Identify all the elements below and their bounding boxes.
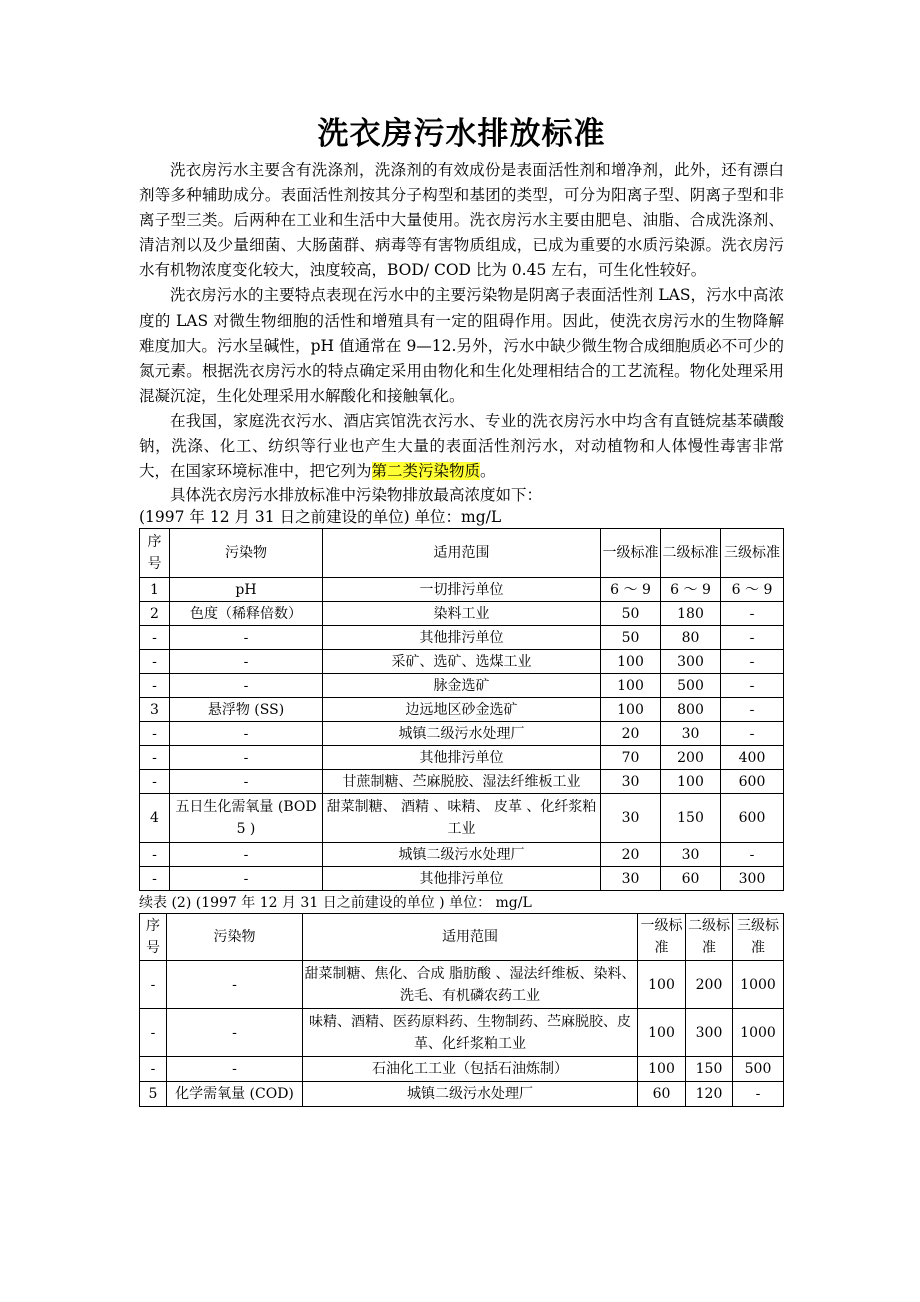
table-cell: 500 — [661, 674, 721, 698]
table-cell: 6 ～ 9 — [601, 578, 661, 602]
table-row — [140, 722, 784, 746]
table-header-row — [140, 914, 784, 961]
table-cell: 150 — [661, 794, 721, 843]
table-cell: 石油化工工业（包括石油炼制） — [303, 1057, 638, 1082]
table-cell: 70 — [601, 746, 661, 770]
table-cell: 400 — [721, 746, 784, 770]
table-row — [140, 794, 784, 843]
table-cell: - — [721, 674, 784, 698]
highlighted-term: 第二类污染物质 — [371, 462, 481, 481]
table-row — [140, 746, 784, 770]
table-cell: 2 — [140, 602, 170, 626]
table-cell: - — [733, 1082, 784, 1107]
table-cell: - — [167, 1009, 303, 1057]
header-cell: 适用范围 — [323, 529, 601, 578]
paragraph-2: 洗衣房污水的主要特点表现在污水中的主要污染物是阴离子表面活性剂 LAS，污水中高浓度的 LAS 对微生物细胞的活性和增殖具有一定的阻碍作用。因此，使洗衣房污水的生物降解难度加大。污水呈碱性，pH 值通常在 9—12.另外，污水中缺少微生物合成细胞质必不可少的氮元素。根据洗衣房污水的特点确定采用由物化和生化处理相结合的工艺流程。物化处理采用混凝沉淀，生化处理采用水解酸化和接触氧化。 — [139, 286, 784, 405]
table-cell: 180 — [661, 602, 721, 626]
table-cell: - — [170, 674, 323, 698]
header-cell: 二级标准 — [686, 914, 733, 961]
table-cell: 城镇二级污水处理厂 — [323, 722, 601, 746]
table-cell: - — [721, 602, 784, 626]
table-cell: - — [140, 961, 167, 1009]
table-row — [140, 674, 784, 698]
table-cell: 1000 — [733, 1009, 784, 1057]
header-cell: 污染物 — [167, 914, 303, 961]
table-cell: - — [140, 674, 170, 698]
table-cell: - — [170, 843, 323, 867]
table-row — [140, 578, 784, 602]
table-row — [140, 1009, 784, 1057]
table-cell: - — [170, 746, 323, 770]
table-cell: 其他排污单位 — [323, 626, 601, 650]
table-cell: - — [140, 1009, 167, 1057]
table-cell: 100 — [638, 1057, 686, 1082]
table-cell: 300 — [686, 1009, 733, 1057]
table-cell: 200 — [686, 961, 733, 1009]
table-cell: 150 — [686, 1057, 733, 1082]
table-cell: 化学需氧量 (COD) — [167, 1082, 303, 1107]
table-cell: 300 — [721, 867, 784, 891]
table-cell: 600 — [721, 794, 784, 843]
table-row — [140, 770, 784, 794]
table-cell: - — [140, 746, 170, 770]
table-cell: 甜菜制糖、焦化、合成 脂肪酸 、湿法纤维板、染料、洗毛、有机磷农药工业 — [303, 961, 638, 1009]
table-cell: 30 — [661, 843, 721, 867]
header-cell: 三级标准 — [733, 914, 784, 961]
table-cell: 60 — [638, 1082, 686, 1107]
table-cell: 5 — [140, 1082, 167, 1107]
table-cell: 100 — [661, 770, 721, 794]
table-cell: 城镇二级污水处理厂 — [323, 843, 601, 867]
table-cell: 100 — [601, 674, 661, 698]
table-cell: 20 — [601, 843, 661, 867]
table-cell: 200 — [661, 746, 721, 770]
table-cell: 1 — [140, 578, 170, 602]
header-cell: 序号 — [140, 529, 170, 578]
table-cell: 悬浮物 (SS) — [170, 698, 323, 722]
table-cell: - — [721, 722, 784, 746]
table-cell: 30 — [601, 867, 661, 891]
table-cell: 甜菜制糖、 酒精 、味精、 皮革 、化纤浆粕工业 — [323, 794, 601, 843]
table-cell: - — [167, 961, 303, 1009]
table-cell: 300 — [661, 650, 721, 674]
table-cell: - — [170, 770, 323, 794]
document-page — [139, 112, 784, 1107]
table-cell: 120 — [686, 1082, 733, 1107]
header-cell: 污染物 — [170, 529, 323, 578]
table-cell: - — [170, 722, 323, 746]
table-cell: 4 — [140, 794, 170, 843]
paragraph-3-text: 在我国，家庭洗衣污水、酒店宾馆洗衣污水、专业的洗衣房污水中均含有直链烷基苯磺酸钠，洗涤、化工、纺织等行业也产生大量的表面活性剂污水，对动植物和人体慢性毒害非常大，在国家环境标准中，把它列为 — [139, 411, 784, 481]
table-cell: - — [140, 843, 170, 867]
table-cell: 100 — [601, 650, 661, 674]
table-cell: 一切排污单位 — [323, 578, 601, 602]
table-cell: 50 — [601, 626, 661, 650]
table-cell: 6 ～ 9 — [661, 578, 721, 602]
paragraph-1: 洗衣房污水主要含有洗涤剂，洗涤剂的有效成份是表面活性剂和增净剂，此外，还有漂白剂等多种辅助成分。表面活性剂按其分子构型和基团的类型，可分为阳离子型、阴离子型和非离子型三类。后两种在工业和生活中大量使用。洗衣房污水主要由肥皂、油脂、合成洗涤剂、清洁剂以及少量细菌、大肠菌群、病毒等有害物质组成，已成为重要的水质污染源。洗衣房污水有机物浓度变化较大，浊度较高，BOD/ COD 比为 0.45 左右，可生化性较好。 — [139, 161, 784, 280]
table-cell: 30 — [601, 770, 661, 794]
table-cell: 城镇二级污水处理厂 — [303, 1082, 638, 1107]
table-cell: 20 — [601, 722, 661, 746]
table-cell: 1000 — [733, 961, 784, 1009]
header-cell: 一级标准 — [638, 914, 686, 961]
table-cell: 采矿、选矿、选煤工业 — [323, 650, 601, 674]
table-1-caption: (1997 年 12 月 31 日之前建设的单位) 单位：mg/L — [139, 508, 502, 527]
table-cell: - — [140, 770, 170, 794]
table-cell: - — [167, 1057, 303, 1082]
table-cell: - — [170, 650, 323, 674]
table-cell: 500 — [733, 1057, 784, 1082]
table-cell: 其他排污单位 — [323, 867, 601, 891]
table-cell: - — [721, 626, 784, 650]
table-cell: 50 — [601, 602, 661, 626]
table-row — [140, 698, 784, 722]
paragraph-3-end: 。 — [480, 462, 496, 481]
table-cell: 6 ～ 9 — [721, 578, 784, 602]
emission-table-2 — [139, 913, 784, 1107]
table-cell: 3 — [140, 698, 170, 722]
table-cell: - — [721, 650, 784, 674]
table-cell: 30 — [601, 794, 661, 843]
table-row — [140, 843, 784, 867]
table-cell: 脉金选矿 — [323, 674, 601, 698]
table-cell: pH — [170, 578, 323, 602]
table-cell: - — [140, 867, 170, 891]
table-cell: 600 — [721, 770, 784, 794]
table-row — [140, 1082, 784, 1107]
table-cell: - — [170, 867, 323, 891]
table-cell: 味精、酒精、医药原料药、生物制药、苎麻脱胶、皮革、化纤浆粕工业 — [303, 1009, 638, 1057]
table-cell: - — [140, 626, 170, 650]
table-header-row — [140, 529, 784, 578]
table-2-caption: 续表 (2) (1997 年 12 月 31 日之前建设的单位 ) 单位： mg/L — [139, 895, 532, 912]
table-cell: 色度（稀释倍数） — [170, 602, 323, 626]
table-cell: 100 — [638, 961, 686, 1009]
table-cell: 100 — [601, 698, 661, 722]
header-cell: 二级标准 — [661, 529, 721, 578]
table-cell: - — [721, 698, 784, 722]
table-row — [140, 1057, 784, 1082]
table-row — [140, 650, 784, 674]
table-cell: 100 — [638, 1009, 686, 1057]
document-title: 洗衣房污水排放标准 — [317, 116, 606, 152]
table-cell: - — [140, 722, 170, 746]
table-cell: 30 — [661, 722, 721, 746]
header-cell: 三级标准 — [721, 529, 784, 578]
header-cell: 适用范围 — [303, 914, 638, 961]
emission-table-1 — [139, 528, 784, 891]
table-cell: - — [170, 626, 323, 650]
table-cell: 80 — [661, 626, 721, 650]
table-row — [140, 961, 784, 1009]
paragraph-3 — [139, 409, 784, 484]
table-cell: 800 — [661, 698, 721, 722]
table-cell: 其他排污单位 — [323, 746, 601, 770]
table-row — [140, 867, 784, 891]
paragraph-4: 具体洗衣房污水排放标准中污染物排放最高浓度如下： — [170, 486, 543, 505]
table-cell: 五日生化需氧量 (BOD 5 ) — [170, 794, 323, 843]
table-cell: 边远地区砂金选矿 — [323, 698, 601, 722]
table-row — [140, 626, 784, 650]
table-cell: 甘蔗制糖、苎麻脱胶、湿法纤维板工业 — [323, 770, 601, 794]
table-cell: 60 — [661, 867, 721, 891]
table-cell: - — [721, 843, 784, 867]
header-cell: 一级标准 — [601, 529, 661, 578]
table-row — [140, 602, 784, 626]
table-cell: - — [140, 650, 170, 674]
header-cell: 序号 — [140, 914, 167, 961]
table-cell: 染料工业 — [323, 602, 601, 626]
table-cell: - — [140, 1057, 167, 1082]
